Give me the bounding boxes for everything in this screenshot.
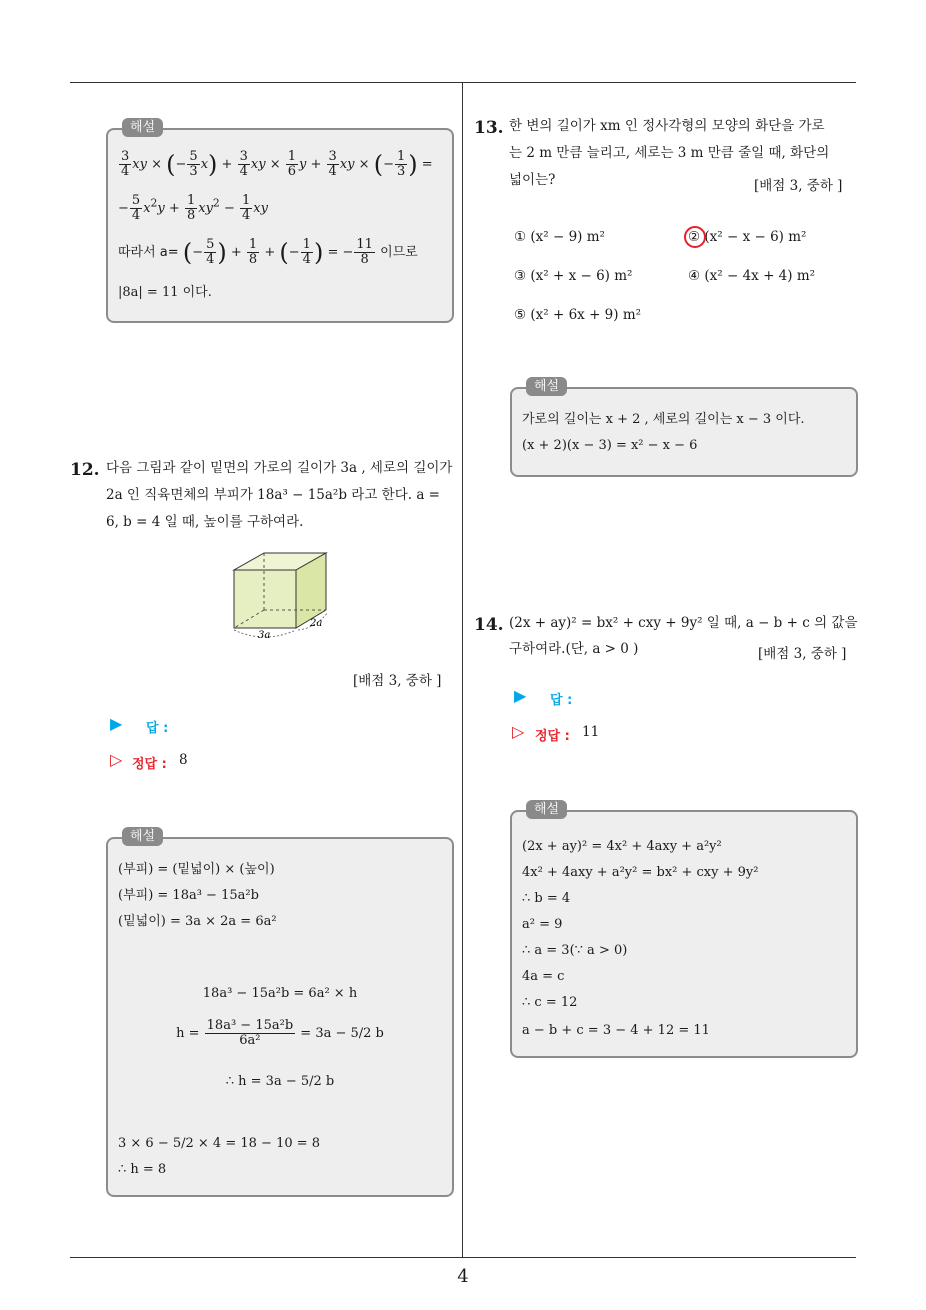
q14-solution-line-7: ∴ c = 12 [522, 995, 578, 1010]
right-triangle-filled-icon: ▶ [110, 714, 123, 733]
q13-option-2[interactable]: ② (x² − x − 6) m² [688, 229, 807, 245]
q12-solution-line-4: 18a³ − 15a²b = 6a² × h [202, 986, 358, 1001]
q13-option-3[interactable]: ③ (x² + x − 6) m² [514, 268, 633, 284]
q14-text-line-1: (2x + ay)² = bx² + cxy + 9y² 일 때, a − b + c 의 값을 [509, 615, 858, 631]
q14-solution-line-8: a − b + c = 3 − 4 + 12 = 11 [522, 1023, 710, 1038]
cuboid-width-label: 3a [258, 630, 271, 641]
q13-solution-line-1: 가로의 길이는 x + 2 , 세로의 길이는 x − 3 이다. [522, 412, 805, 427]
cuboid-figure [228, 548, 348, 644]
q14-solution-line-2: 4x² + 4axy + a²y² = bx² + cxy + 9y² [522, 865, 759, 880]
q14-answer-label: 답 : [550, 693, 573, 708]
q13-text-line-2: 는 2 m 만큼 늘리고, 세로는 3 m 만큼 줄일 때, 화단의 [509, 145, 830, 161]
q14-number: 14. [474, 615, 504, 635]
q13-solution-box [510, 379, 858, 477]
q11-solution-line-1: $\frac{3}{4}$ xy × (− $\frac{5}{3}$ x) + $\frac{3}{4}$ xy × $\frac{1}{6}$ y + $\frac{3}{4}$ xy × (− $\frac{1}{3}$ ) = [121, 149, 433, 179]
q12-solution-line-2: (부피) = 18a³ − 15a²b [118, 888, 259, 903]
q13-text-line-3: 넓이는? [509, 172, 556, 188]
q12-solution-line-1: (부피) = (밑넓이) × (높이) [118, 862, 275, 877]
q11-solution-line-3: 따라서 a= (− $\frac{5}{4}$ ) + $\frac{1}{8}$ + (− $\frac{1}{4}$ ) = − $\frac{11}{8}$ 이므로 [118, 237, 418, 267]
q12-answer-label: 답 : [146, 721, 169, 736]
q11-solution-line-2: − $\frac{5}{4}$ $x^2y$ + $\frac{1}{8}$ $xy^2$ − $\frac{1}{4}$ xy [118, 193, 268, 223]
q12-key-value: 8 [179, 752, 188, 768]
q14-key-value: 11 [582, 724, 600, 740]
q12-points: [배점 3, 중하 ] [353, 673, 442, 689]
q13-option-4[interactable]: ④ (x² − 4x + 4) m² [688, 268, 816, 284]
q13-option-5[interactable]: ⑤ (x² + 6x + 9) m² [514, 307, 642, 323]
q12-solution-line-3: (밑넓이) = 3a × 2a = 6a² [118, 914, 277, 929]
q14-solution-line-4: a² = 9 [522, 917, 563, 932]
q14-solution-line-6: 4a = c [522, 969, 565, 984]
q12-key-label: 정답 : [132, 757, 167, 772]
cuboid-front-face [234, 570, 296, 628]
right-triangle-filled-icon: ▶ [514, 686, 527, 705]
header-rule [70, 82, 856, 83]
q13-points: [배점 3, 중하 ] [754, 178, 843, 194]
right-triangle-outline-icon: ▷ [110, 750, 123, 769]
q14-points: [배점 3, 중하 ] [758, 646, 847, 662]
q11-solution-box [106, 120, 454, 323]
q13-option-1[interactable]: ① (x² − 9) m² [514, 229, 605, 245]
selected-answer-circle-icon [684, 226, 706, 248]
q12-number: 12. [70, 460, 100, 480]
solution-tag: 해설 [122, 118, 163, 137]
page-number: 4 [457, 1266, 469, 1287]
solution-tag: 해설 [122, 827, 163, 846]
q12-solution-line-7: 3 × 6 − 5/2 × 4 = 18 − 10 = 8 [118, 1136, 321, 1151]
q13-text-line-1: 한 변의 길이가 xm 인 정사각형의 모양의 화단을 가로 [509, 118, 825, 134]
q12-solution-line-6: ∴ h = 3a − 5/2 b [225, 1074, 335, 1089]
cuboid-depth-label: 2a [310, 618, 323, 629]
q14-solution-line-1: (2x + ay)² = 4x² + 4axy + a²y² [522, 839, 722, 854]
right-triangle-outline-icon: ▷ [512, 722, 525, 741]
q14-key-label: 정답 : [535, 729, 570, 744]
q12-text: 다음 그림과 같이 밑면의 가로의 길이가 3a , 세로의 길이가 2a 인 직육면체의 부피가 18a³ − 15a²b 라고 한다. a = 6, b = 4 일 때, 높이를 구하여라. [106, 460, 453, 530]
solution-tag: 해설 [526, 377, 567, 396]
q12-solution-box [106, 829, 454, 1197]
q14-text-line-2: 구하여라.(단, a > 0 ) [509, 641, 639, 657]
q13-solution-line-2: (x + 2)(x − 3) = x² − x − 6 [522, 438, 698, 453]
q14-solution-line-3: ∴ b = 4 [522, 891, 571, 906]
solution-tag: 해설 [526, 800, 567, 819]
q13-number: 13. [474, 118, 504, 138]
column-divider [462, 82, 463, 1257]
q14-solution-box [510, 802, 858, 1058]
footer-rule [70, 1257, 856, 1258]
q11-solution-line-4: |8a| = 11 이다. [118, 285, 212, 300]
q12-solution-line-8: ∴ h = 8 [118, 1162, 167, 1177]
q12-solution-line-5: h = $\frac{\text{18a³ − 15a²b}}{\text{6a²}}$ = 3a − 5/2 b [176, 1018, 384, 1048]
q14-solution-line-5: ∴ a = 3(∵ a > 0) [522, 943, 628, 958]
